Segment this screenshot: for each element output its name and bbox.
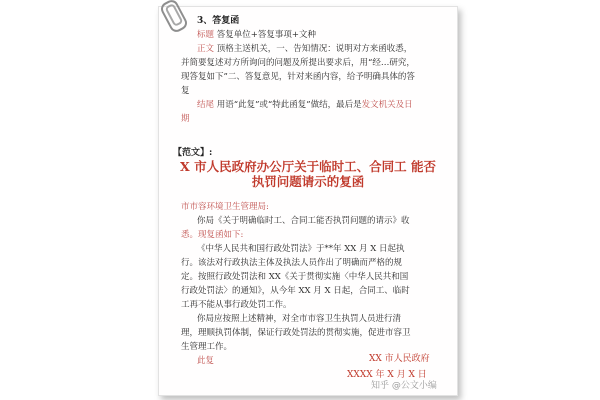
zhengwen-line-3: 现答复如下”二、答复意见，针对来函内容，给予明确具体的答 bbox=[181, 72, 415, 82]
sign-date: XXXX 年 X 月 X 日 bbox=[347, 370, 427, 380]
jiewei-red: 发文机关及日 bbox=[361, 100, 413, 110]
closing: 此复 bbox=[197, 356, 215, 366]
jiewei-label: 结尾 bbox=[197, 100, 215, 110]
p1-line-2: 悉。现复函如下: bbox=[181, 230, 244, 240]
zhengwen-line-4: 复 bbox=[181, 86, 190, 96]
document-page bbox=[158, 6, 458, 396]
biaoti-line bbox=[197, 29, 316, 41]
biaoti-label: 标题 bbox=[197, 30, 215, 40]
zhengwen-line-2: 并简要复述对方所询问的问题及所提出要求后，用“经…研究， bbox=[181, 58, 415, 68]
p3-line-1: 你局应按照上述精神，对全市市容卫生执罚人员进行清 bbox=[197, 314, 402, 324]
zhengwen-text-1: 顶格主送机关，一、告知情况：说明对方来函收悉， bbox=[216, 44, 413, 54]
section-heading: 3、答复函 bbox=[197, 16, 240, 26]
watermark: 知乎 @公文小编 bbox=[371, 381, 437, 391]
doc-title-line-1: X 市人民政府办公厅关于临时工、合同工 能否 bbox=[180, 159, 436, 174]
example-label: 【范文】: bbox=[173, 148, 213, 158]
p1-line-1: 你局《关于明确临时工、合同工能否执罚问题的请示》收 bbox=[197, 216, 410, 226]
p2-line-4: 行政处罚法〉的通知》，从今年 XX 月 X 日起，合同工、临时 bbox=[181, 286, 410, 296]
doc-title-line-2: 执罚问题请示的复函 bbox=[251, 174, 365, 189]
jiewei-text: 用语“此复”或“特此函复”做结，最后是 bbox=[216, 100, 362, 110]
biaoti-text: 答复单位+答复事项+文种 bbox=[216, 30, 316, 40]
jiewei-line bbox=[197, 99, 413, 111]
addressee: 市市容环境卫生管理局: bbox=[181, 202, 269, 212]
p2-line-5: 工再不能从事行政处罚工作。 bbox=[181, 300, 292, 310]
p2-line-3: 定。按照行政处罚法和 XX《关于贯彻实施〈中华人民共和国 bbox=[181, 272, 409, 282]
zhengwen-label: 正文 bbox=[197, 44, 215, 54]
p2-line-2: 行。该法对行政执法主体及执法人员作出了明确而严格的规 bbox=[181, 258, 403, 268]
sign-org: XX 市人民政府 bbox=[369, 354, 430, 364]
p3-line-2: 理，理顺执罚体制，保证行政处罚法的贯彻实施，促进市容卫 bbox=[181, 328, 411, 338]
jiewei-line-2: 期 bbox=[181, 114, 190, 124]
p2-line-1: 《中华人民共和国行政处罚法》于**年 XX 月 X 日起执 bbox=[197, 244, 405, 254]
zhengwen-line-1 bbox=[197, 43, 412, 55]
p3-line-3: 生管理工作。 bbox=[181, 342, 233, 352]
